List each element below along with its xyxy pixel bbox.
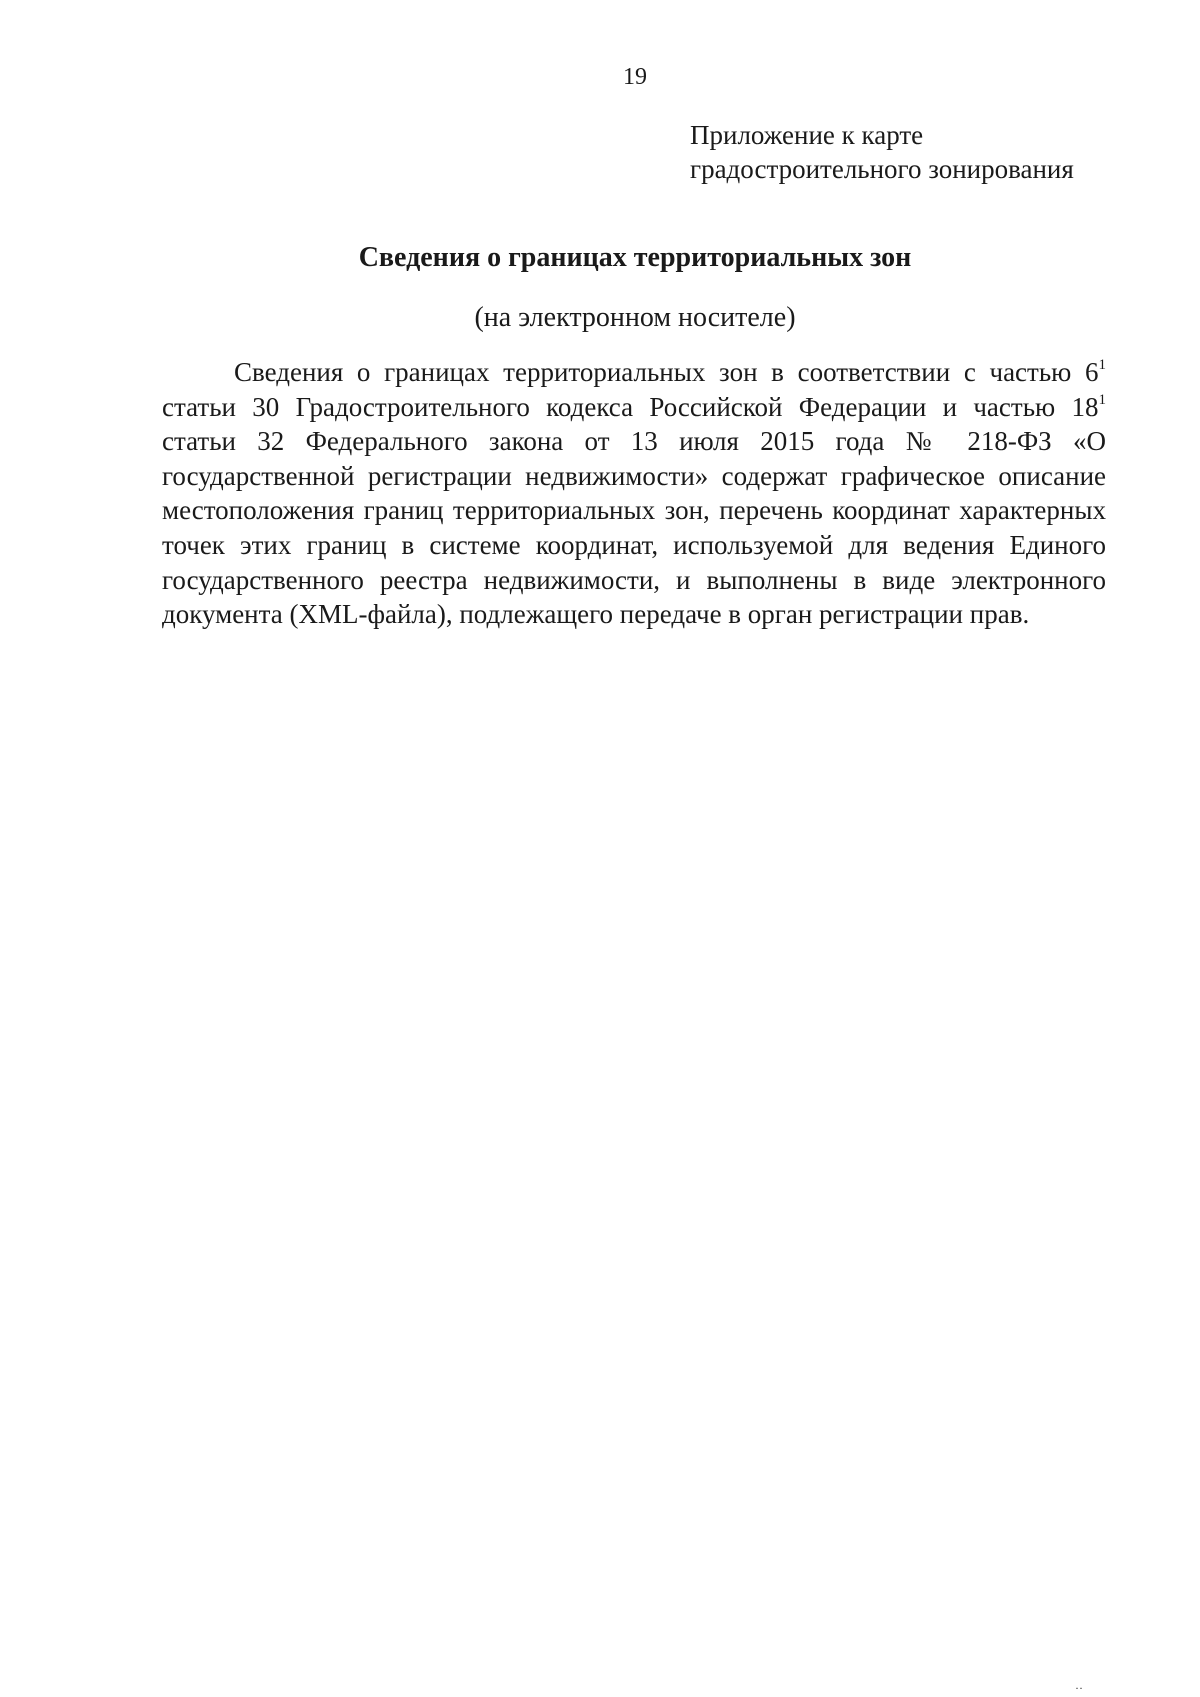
- document-title: Сведения о границах территориальных зон: [358, 242, 912, 273]
- corner-mark: ··: [1075, 1681, 1083, 1695]
- superscript-1: 1: [1098, 357, 1106, 373]
- body-text-part-3: статьи 32 Федерального закона от 13 июля 2015 года № 218-ФЗ «О государственной регистрации недвижимости» содержат графическое описание местоположения границ территориальных зон, перечень координат характерных точек этих границ в системе координат, используемой для ведения Единого государственного реестра недвижимости, и выполнены в виде электронного документа (XML-файла), подлежащего передаче в орган регистрации прав.: [162, 426, 1106, 630]
- annex-line-1: Приложение к карте: [690, 120, 924, 150]
- page-number: 19: [623, 64, 647, 90]
- annex-line-2: градостроительного зонирования: [690, 154, 1074, 184]
- body-text-part-1: Сведения о границах территориальных зон в соответствии с частью 6: [234, 357, 1099, 387]
- superscript-2: 1: [1098, 391, 1106, 408]
- body-paragraph: [162, 355, 1106, 632]
- document-subtitle: (на электронном носителе): [474, 302, 796, 333]
- annex-caption: [690, 118, 1074, 186]
- body-text-part-2: статьи 30 Градостроительного кодекса Российской Федерации и частью 18: [162, 391, 1099, 422]
